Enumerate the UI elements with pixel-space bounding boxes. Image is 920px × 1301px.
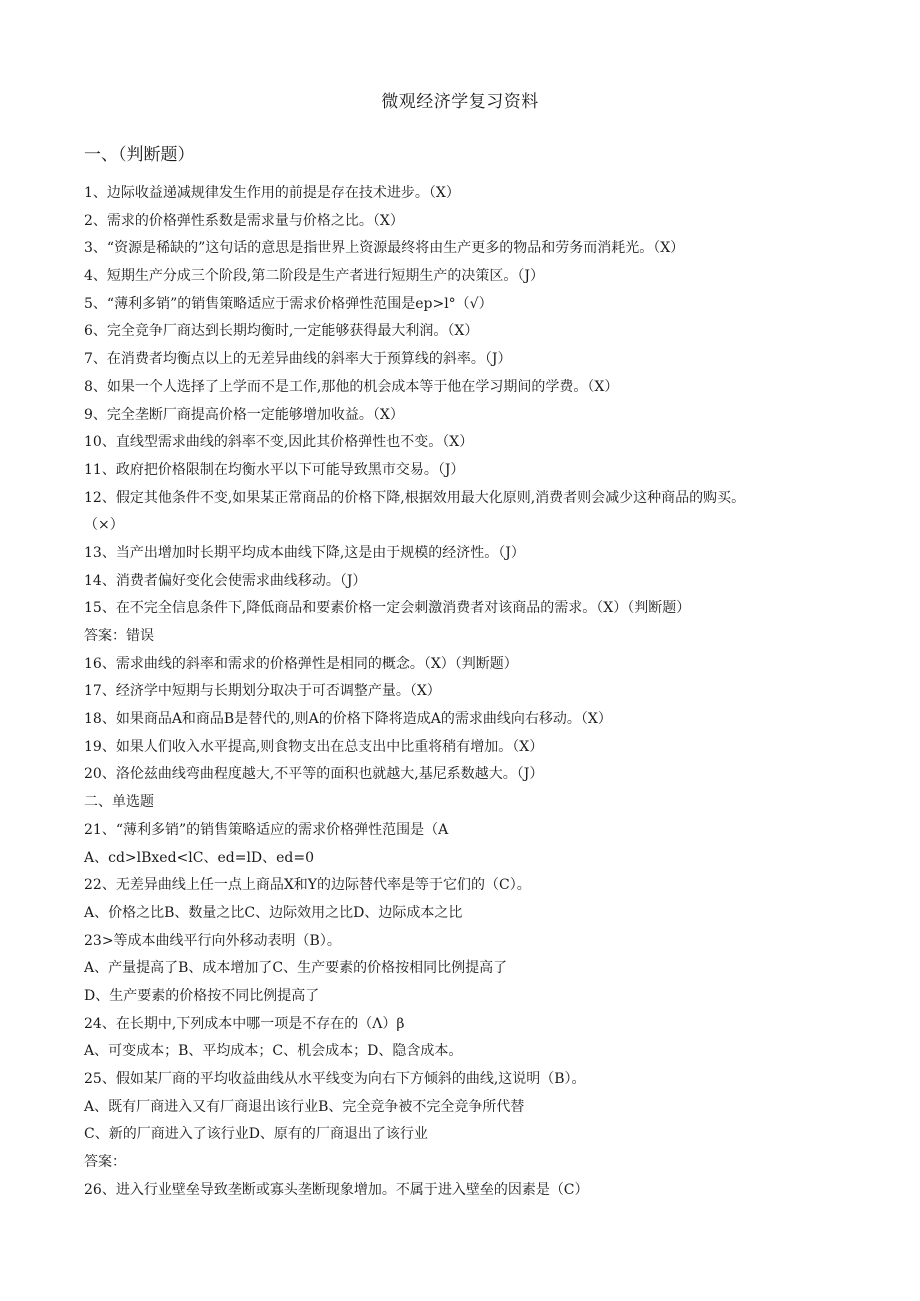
text-line: 7、在消费者均衡点以上的无差异曲线的斜率大于预算线的斜率。（J） <box>84 351 512 368</box>
text-line: A、可变成本；B、平均成本；C、机会成本；D、隐含成本。 <box>84 1043 463 1060</box>
text-line: 6、完全竞争厂商达到长期均衡时,一定能够获得最大利润。（X） <box>84 323 479 340</box>
text-line: 24、在长期中,下列成本中哪一项是不存在的（Λ）β <box>84 1015 405 1032</box>
text-line: 18、如果商品A和商品B是替代的,则A的价格下降将造成A的需求曲线向右移动。（X） <box>84 711 612 728</box>
text-line: 19、如果人们收入水平提高,则食物支出在总支出中比重将稍有增加。（X） <box>84 738 544 755</box>
section-heading-judgment: 一、（判断题） <box>84 145 195 165</box>
text-line: A、cd>lBxed<lC、ed=lD、ed=0 <box>84 849 315 866</box>
text-line: 8、如果一个人选择了上学而不是工作,那他的机会成本等于他在学习期间的学费。（X） <box>84 378 619 395</box>
text-line: 23>等成本曲线平行向外移动表明（B）。 <box>84 932 341 949</box>
text-line: C、新的厂商进入了该行业D、原有的厂商退出了该行业 <box>84 1126 428 1143</box>
document-body <box>84 180 874 1204</box>
text-line: 25、假如某厂商的平均收益曲线从水平线变为向右下方倾斜的曲线,这说明（B）。 <box>84 1071 586 1087</box>
text-line: A、价格之比B、数量之比C、边际效用之比D、边际成本之比 <box>84 904 463 921</box>
document-title: 微观经济学复习资料 <box>381 92 539 112</box>
text-line: 21、“薄利多销”的销售策略适应的需求价格弹性范围是（A <box>84 821 449 838</box>
text-line: （×） <box>84 517 124 534</box>
text-line: 4、短期生产分成三个阶段,第二阶段是生产者进行短期生产的决策区。（J） <box>84 268 544 285</box>
text-line: 20、洛伦兹曲线弯曲程度越大,不平等的面积也就越大,基尼系数越大。（J） <box>84 766 544 783</box>
text-line: 5、“薄利多销”的销售策略适应于需求价格弹性范围是ep>l°（√） <box>84 295 493 312</box>
text-line: 10、直线型需求曲线的斜率不变,因此其价格弹性也不变。（X） <box>84 434 474 451</box>
text-line: 13、当产出增加时长期平均成本曲线下降,这是由于规模的经济性。（J） <box>84 544 525 561</box>
text-line: 26、进入行业壁垒导致垄断或寡头垄断现象增加。不属于进入壁垒的因素是（C） <box>84 1181 589 1198</box>
text-line: D、生产要素的价格按不同比例提高了 <box>84 987 320 1004</box>
text-line: 12、假定其他条件不变,如果某正常商品的价格下降,根据效用最大化原则,消费者则会减少这种商品的购买。 <box>84 489 746 506</box>
answer-line: 答案： <box>84 1154 126 1171</box>
text-line: 14、消费者偏好变化会使需求曲线移动。（J） <box>84 572 367 589</box>
text-line: 3、“资源是稀缺的”这句话的意思是指世界上资源最终将由生产更多的物品和劳务而消耗光。（X） <box>84 240 685 257</box>
text-line: 11、政府把价格限制在均衡水平以下可能导致黑市交易。（J） <box>84 461 465 478</box>
text-line: 17、经济学中短期与长期划分取决于可否调整产量。（X） <box>84 683 441 700</box>
text-line: 15、在不完全信息条件下,降低商品和要素价格一定会刺激消费者对该商品的需求。（X）（判断题） <box>84 600 691 617</box>
text-line: 2、需求的价格弹性系数是需求量与价格之比。（X） <box>84 212 404 229</box>
section-heading-single-choice: 二、单选题 <box>84 794 154 811</box>
answer-line: 答案：错误 <box>84 628 154 644</box>
text-line: 9、完全垄断厂商提高价格一定能够增加收益。（X） <box>84 406 404 423</box>
text-line: 1、边际收益递减规律发生作用的前提是存在技术进步。（X） <box>84 185 460 201</box>
text-line: A、既有厂商进入又有厂商退出该行业B、完全竞争被不完全竞争所代替 <box>84 1098 525 1115</box>
text-line: 22、无差异曲线上任一点上商品X和Y的边际替代率是等于它们的（C）。 <box>84 877 531 894</box>
text-line: A、产量提高了B、成本增加了C、生产要素的价格按相同比例提高了 <box>84 960 508 977</box>
text-line: 16、需求曲线的斜率和需求的价格弹性是相同的概念。（X）（判断题） <box>84 655 518 672</box>
